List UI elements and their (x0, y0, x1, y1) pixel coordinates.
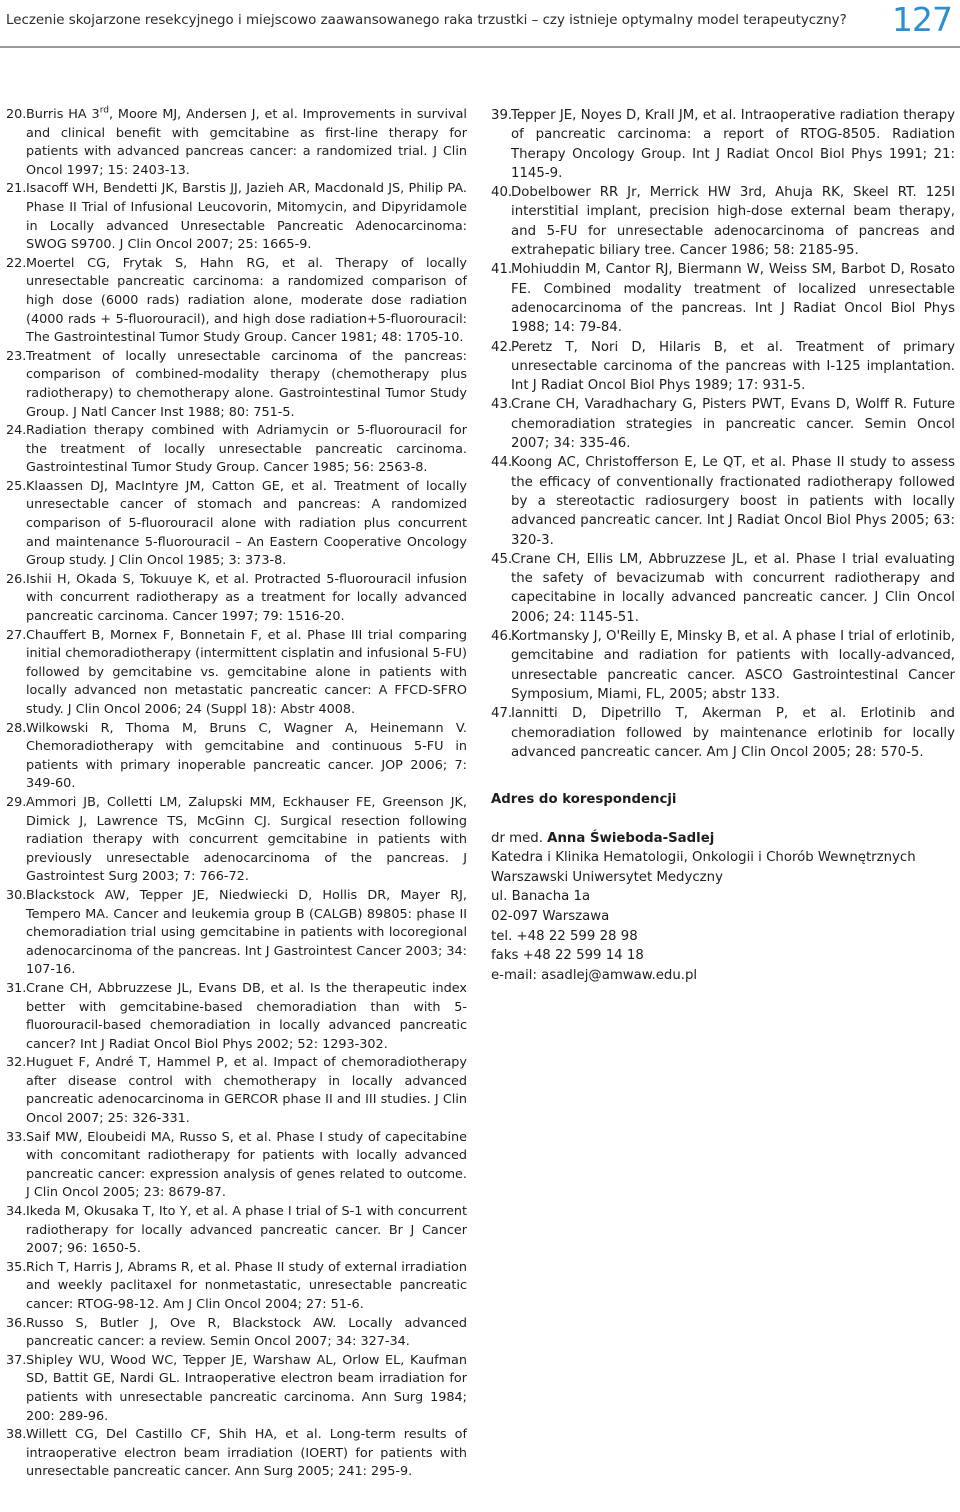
reference-item (6, 980, 467, 1054)
reference-number: 28. (6, 720, 27, 736)
reference-text (26, 627, 467, 720)
reference-text (511, 395, 955, 453)
correspondence-name: Anna Świeboda-Sadlej (547, 830, 715, 846)
reference-text (26, 1315, 467, 1352)
reference-item (6, 571, 467, 627)
reference-number: 31. (6, 980, 27, 996)
reference-number: 37. (6, 1352, 27, 1368)
reference-text (26, 478, 467, 571)
reference-number: 44. (491, 455, 513, 471)
reference-text (511, 183, 955, 260)
reference-text (26, 980, 467, 1054)
reference-text-body: Treatment of locally unresectable carcinoma of the pancreas: comparison of combined-modality therapy (chemotherapy plus radiotherapy) to chemotherapy alone. Gastrointestinal Tumor Study Group. J Natl Cancer Inst 1988; 80: 751-5. (26, 348, 467, 420)
correspondence-title: dr med. (491, 830, 548, 846)
reference-text-body: Wilkowski R, Thoma M, Bruns C, Wagner A, Heinemann V. Chemoradiotherapy with gemcitabine and continuous 5-FU in patients with primary inoperable pancreatic cancer. JOP 2006; 7: 349-60. (26, 720, 467, 792)
reference-text (26, 180, 467, 254)
reference-number: 29. (6, 794, 27, 810)
correspondence-fax: faks +48 22 599 14 18 (491, 948, 644, 964)
reference-text (26, 255, 467, 348)
reference-item (6, 1426, 467, 1482)
page-header (0, 0, 960, 52)
reference-item (6, 180, 467, 254)
reference-text-body: Crane CH, Abbruzzese JL, Evans DB, et al. Is the therapeutic index better with gemcitabine-based chemoradiation than with 5-fluorouracil-based chemoradiation in locally advanced pancreatic cancer? Int J Radiat Oncol Biol Phys 2002; 52: 1293-302. (26, 980, 467, 1052)
reference-item (6, 1315, 467, 1352)
reference-text-body: Tepper JE, Noyes D, Krall JM, et al. Intraoperative radiation therapy of pancreatic carcinoma: a report of RTOG-8505. Radiation Therapy Oncology Group. Int J Radiat Oncol Biol Phys 1991; 21: 1145-9. (511, 108, 955, 181)
correspondence-street: ul. Banacha 1a (491, 889, 591, 905)
reference-number: 27. (6, 627, 27, 643)
reference-number: 33. (6, 1129, 27, 1145)
reference-text (26, 1259, 467, 1315)
references-right-column (491, 106, 955, 762)
reference-text (26, 106, 467, 180)
reference-text (26, 422, 467, 478)
reference-text-body: Blackstock AW, Tepper JE, Niedwiecki D, Hollis DR, Mayer RJ, Tempero MA. Cancer and leukemia group B (CALGB) 89805: phase II chemoradiation trial using gemcitabine in patients with locoregional adenocarcinoma of the pancreas. Int J Gastrointest Cancer 2003; 34: 107-16. (26, 887, 467, 978)
reference-number: 23. (6, 348, 27, 364)
reference-text (511, 627, 955, 704)
reference-text-body: Rich T, Harris J, Abrams R, et al. Phase II study of external irradiation and weekly paclitaxel for nonmetastatic, unresectable pancreatic cancer: RTOG-98-12. Am J Clin Oncol 2004; 27: 51-6. (26, 1259, 467, 1312)
correspondence-block (491, 790, 931, 985)
reference-number: 25. (6, 478, 27, 494)
reference-text-body: Ammori JB, Colletti LM, Zalupski MM, Eckhauser FE, Greenson JK, Dimick J, Lawrence TS, McGinn CJ. Surgical resection following radiation therapy with concurrent gemcitabine in patients with previously unresectable adenocarcinoma of the pancreas. J Gastrointest Surg 2003; 7: 766-72. (26, 794, 467, 885)
reference-item (491, 453, 955, 549)
reference-text-body: Kortmansky J, O'Reilly E, Minsky B, et al. A phase I trial of erlotinib, gemcitabine and radiation for patients with locally-advanced, unresectable pancreatic cancer. ASCO Gastrointestinal Cancer Symposium, Miami, FL, 2005; abstr 133. (511, 629, 955, 702)
reference-number: 35. (6, 1259, 27, 1275)
correspondence-university: Warszawski Uniwersytet Medyczny (491, 869, 723, 885)
reference-number: 26. (6, 571, 27, 587)
reference-text-body: Shipley WU, Wood WC, Tepper JE, Warshaw AL, Orlow EL, Kaufman SD, Battit GE, Nardi GL. Intraoperative electron beam irradiation for patients with unresectable pancreatic carcinoma. Ann Surg 1984; 200: 289-96. (26, 1352, 467, 1424)
reference-item (6, 794, 467, 887)
reference-number: 41. (491, 262, 513, 278)
reference-item (6, 1203, 467, 1259)
reference-item (6, 1054, 467, 1128)
reference-text (26, 1426, 467, 1482)
reference-text (26, 887, 467, 980)
reference-item (491, 704, 955, 762)
reference-text (511, 704, 955, 762)
reference-number: 20. (6, 107, 27, 122)
reference-item (491, 338, 955, 396)
correspondence-department: Katedra i Klinika Hematologii, Onkologii i Chorób Wewnętrznych (491, 850, 916, 866)
reference-item (491, 260, 955, 337)
reference-number: 24. (6, 423, 27, 439)
reference-item (6, 1352, 467, 1426)
running-title: Leczenie skojarzone resekcyjnego i miejscowo zaawansowanego raka trzustki – czy istnieje optymalny model terapeutyczny? (6, 13, 847, 28)
reference-item (6, 106, 467, 180)
reference-text-body: Russo S, Butler J, Ove R, Blackstock AW. Locally advanced pancreatic cancer: a review. Semin Oncol 2007; 34: 327-34. (26, 1315, 467, 1350)
reference-item (6, 720, 467, 794)
reference-item (6, 1129, 467, 1203)
reference-number: 21. (6, 181, 27, 197)
reference-text-body: Chauffert B, Mornex F, Bonnetain F, et al. Phase III trial comparing initial chemoradiotherapy (intermittent cisplatin and infusional 5-FU) followed by gemcitabine vs. gemcitabine alone in patients with locally advanced non metastatic pancreatic cancer: A FFCD-SFRO study. J Clin Oncol 2006; 24 (Suppl 18): Abstr 4008. (26, 627, 467, 717)
reference-text-body: Peretz T, Nori D, Hilaris B, et al. Treatment of primary unresectable carcinoma of the pancreas with I-125 implantation. Int J Radiat Oncol Biol Phys 1989; 17: 931-5. (511, 339, 955, 394)
correspondence-email: e-mail: asadlej@amwaw.edu.pl (491, 967, 698, 983)
reference-text-body: Huguet F, André T, Hammel P, et al. Impact of chemoradiotherapy after disease control with chemotherapy in locally advanced pancreatic adenocarcinoma in GERCOR phase II and III studies. J Clin Oncol 2007; 25: 326-331. (26, 1055, 467, 1127)
reference-text-body: Willett CG, Del Castillo CF, Shih HA, et al. Long-term results of intraoperative electron beam irradiation (IOERT) for patients with unresectable pancreatic cancer. Ann Surg 2005; 241: 295-9. (26, 1427, 467, 1480)
reference-item (6, 348, 467, 422)
correspondence-name-line (491, 829, 931, 849)
reference-item (491, 183, 955, 260)
reference-number: 30. (6, 887, 27, 903)
reference-number: 39. (491, 108, 513, 123)
reference-text (511, 106, 955, 183)
header-rule (0, 46, 960, 48)
reference-text (511, 453, 955, 549)
reference-text (26, 794, 467, 887)
reference-text (26, 1203, 467, 1259)
reference-item (491, 395, 955, 453)
reference-text-body: Ikeda M, Okusaka T, Ito Y, et al. A phase I trial of S-1 with concurrent radiotherapy for locally advanced pancreatic cancer. Br J Cancer 2007; 96: 1650-5. (26, 1204, 467, 1257)
reference-text-body: Crane CH, Varadhachary G, Pisters PWT, Evans D, Wolff R. Future chemoradiation strategies in pancreatic cancer. Semin Oncol 2007; 34: 335-46. (511, 397, 955, 452)
reference-text-body: Koong AC, Christofferson E, Le QT, et al. Phase II study to assess the efficacy of conventionally fractionated radiotherapy followed by a stereotactic radiosurgery boost in patients with locally advanced pancreatic cancer. Int J Radiat Oncol Biol Phys 2005; 63: 320-3. (511, 455, 955, 548)
reference-number: 45. (491, 551, 513, 567)
reference-text-start: Burris HA 3 (26, 107, 100, 122)
references-left-column (6, 106, 467, 1482)
reference-item (6, 478, 467, 571)
reference-item (491, 627, 955, 704)
reference-text (26, 720, 467, 794)
correspondence-heading: Adres do korespondencji (491, 792, 677, 807)
reference-item (491, 106, 955, 183)
reference-item (6, 422, 467, 478)
page-number: 127 (892, 0, 952, 39)
reference-text-body: Iannitti D, Dipetrillo T, Akerman P, et al. Erlotinib and chemoradiation followed by maintenance erlotinib for locally advanced pancreatic cancer. Am J Clin Oncol 2005; 28: 570-5. (511, 706, 955, 760)
reference-text-body: Moertel CG, Frytak S, Hahn RG, et al. Therapy of locally unresectable pancreatic carcinoma: a randomized comparison of high dose (6000 rads) radiation alone, moderate dose radiation (4000 rads + 5-fluorouracil), and high dose radiation+5-fluorouracil: The Gastrointestinal Tumor Study Group. Cancer 1981; 48: 1705-10. (26, 255, 467, 346)
reference-item (6, 255, 467, 348)
reference-number: 47. (491, 706, 513, 722)
reference-text-body: Ishii H, Okada S, Tokuuye K, et al. Protracted 5-fluorouracil infusion with concurrent radiotherapy as a treatment for locally advanced pancreatic carcinoma. Cancer 1997; 79: 1516-20. (26, 571, 467, 625)
reference-text-body: Saif MW, Eloubeidi MA, Russo S, et al. Phase I study of capecitabine with concomitant radiotherapy for patients with locally advanced pancreatic cancer: expression analysis of genes related to outcome. J Clin Oncol 2005; 23: 8679-87. (26, 1129, 467, 1201)
reference-number: 32. (6, 1055, 27, 1071)
reference-number: 46. (491, 629, 513, 645)
reference-number: 40. (491, 185, 513, 201)
reference-item (6, 887, 467, 980)
reference-number: 43. (491, 397, 513, 413)
reference-text-body: Mohiuddin M, Cantor RJ, Biermann W, Weiss SM, Barbot D, Rosato FE. Combined modality treatment of localized unresectable adenocarcinoma of the pancreas. Int J Radiat Oncol Biol Phys 1988; 14: 79-84. (511, 262, 955, 336)
reference-number: 22. (6, 255, 27, 271)
reference-text (26, 1054, 467, 1128)
reference-text-body: Crane CH, Ellis LM, Abbruzzese JL, et al. Phase I trial evaluating the safety of bevacizumab with concurrent radiotherapy and capecitabine in locally advanced pancreatic cancer. J Clin Oncol 2006; 24: 1145-51. (511, 551, 955, 625)
reference-text (26, 1352, 467, 1426)
reference-text (26, 571, 467, 627)
reference-text-body: Klaassen DJ, MacIntyre JM, Catton GE, et al. Treatment of locally unresectable cancer of stomach and pancreas: A randomized comparison of 5-fluorouracil alone with radiation plus concurrent and maintenance 5-fluorouracil – An Eastern Cooperative Oncology Group study. J Clin Oncol 1985; 3: 373-8. (26, 478, 467, 569)
reference-item (6, 627, 467, 720)
reference-text (511, 260, 955, 337)
reference-text-body: , Moore MJ, Andersen J, et al. Improvements in survival and clinical benefit with gemcitabine as first-line therapy for patients with advanced pancreas cancer: a randomized trial. J Clin Oncol 1997; 15: 2403-13. (26, 107, 467, 178)
reference-number: 34. (6, 1204, 27, 1220)
reference-text (511, 338, 955, 396)
correspondence-city: 02-097 Warszawa (491, 908, 610, 924)
correspondence-phone: tel. +48 22 599 28 98 (491, 928, 638, 944)
reference-text (511, 550, 955, 627)
reference-item (491, 550, 955, 627)
reference-number: 36. (6, 1315, 27, 1331)
reference-text (26, 348, 467, 422)
reference-number: 42. (491, 339, 513, 355)
reference-superscript: rd (99, 105, 109, 116)
reference-text-body: Radiation therapy combined with Adriamycin or 5-fluorouracil for the treatment of locally unresectable pancreatic carcinoma. Gastrointestinal Tumor Study Group. Cancer 1985; 56: 2563-8. (26, 423, 467, 476)
reference-item (6, 1259, 467, 1315)
reference-text-body: Dobelbower RR Jr, Merrick HW 3rd, Ahuja RK, Skeel RT. 125I interstitial implant, precision high-dose external beam therapy, and 5-FU for unresectable adenocarcinoma of pancreas and extrahepatic biliary tree. Cancer 1986; 58: 2185-95. (511, 185, 955, 259)
reference-number: 38. (6, 1427, 27, 1443)
reference-text (26, 1129, 467, 1203)
reference-text-body: Isacoff WH, Bendetti JK, Barstis JJ, Jazieh AR, Macdonald JS, Philip PA. Phase II Trial of Infusional Leucovorin, Mitomycin, and Dipyridamole in Locally advanced Unresectable Pancreatic Adenocarcinoma: SWOG S9700. J Clin Oncol 2007; 25: 1665-9. (26, 181, 467, 253)
